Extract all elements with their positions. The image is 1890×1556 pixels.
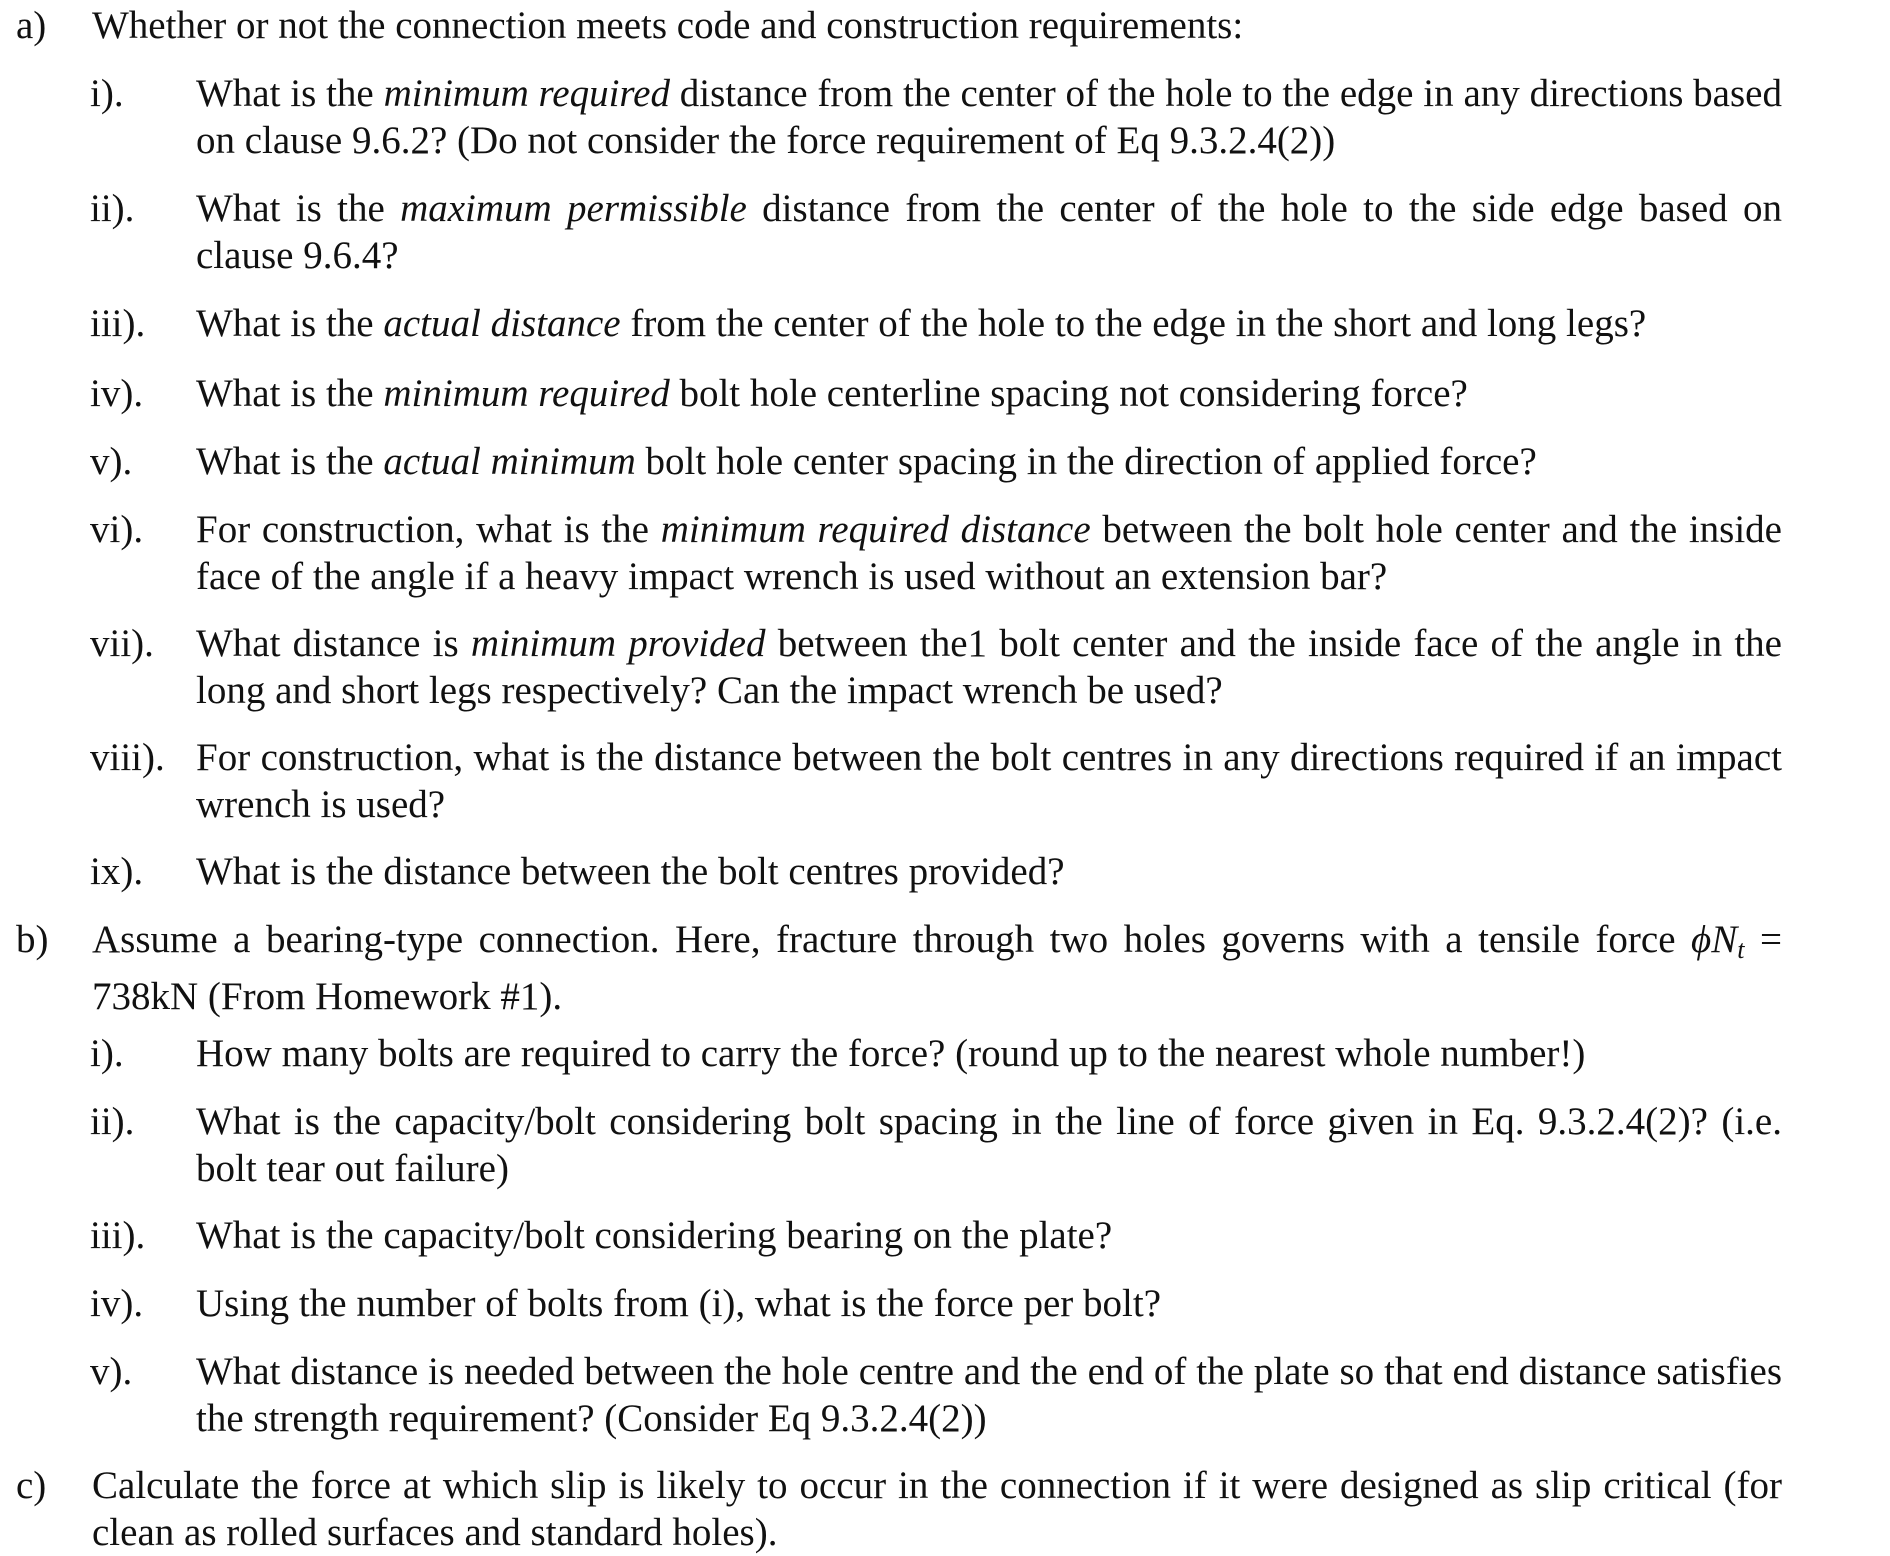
item-number: v). — [90, 1350, 133, 1393]
item-text-emphasis: actual distance — [383, 302, 621, 345]
item-number: vi). — [90, 508, 144, 551]
part-c-label: c) — [16, 1464, 47, 1507]
item-text-emphasis: minimum provided — [470, 622, 766, 665]
item-number: iii). — [90, 1214, 146, 1257]
part-b-label: b) — [16, 918, 49, 961]
item-text — [196, 370, 1782, 417]
item-text: What is the distance between the bolt centres provided? — [196, 850, 1065, 893]
item-text: What is the capacity/bolt considering bearing on the plate? — [196, 1214, 1113, 1257]
item-text-emphasis: minimum required distance — [660, 508, 1091, 551]
item-text-post: between the bolt hole center and the inside face of the angle if a heavy impact wrench is used without an extension bar? — [196, 508, 1782, 598]
part-a-text: Whether or not the connection meets code and construction requirements: — [92, 4, 1244, 47]
item-text — [196, 620, 1782, 714]
item-text-emphasis: minimum required — [383, 372, 670, 415]
item-text-pre: What is the — [196, 72, 384, 115]
item-text-post: distance from the center of the hole to the side edge based on clause 9.6.4? — [196, 187, 1782, 277]
item-number: i). — [90, 72, 124, 115]
item-text — [196, 185, 1782, 279]
item-text — [196, 506, 1782, 600]
item-number: iv). — [90, 1282, 144, 1325]
item-number: ii). — [90, 187, 135, 230]
item-text-pre: What is the — [196, 187, 401, 230]
part-b-text-post: = 738kN (From Homework #1). — [92, 918, 1782, 1018]
item-text-post: between the1 bolt center and the inside face of the angle in the long and short legs respectively? Can the impact wrench be used? — [196, 622, 1782, 712]
item-number: ix). — [90, 850, 144, 893]
item-text-post: bolt hole center spacing in the direction of applied force? — [635, 440, 1537, 483]
item-text — [196, 300, 1782, 347]
part-b-text — [92, 916, 1782, 1020]
item-text-pre: What distance is — [196, 622, 471, 665]
item-number: vii). — [90, 622, 154, 665]
item-number: iv). — [90, 372, 144, 415]
item-text-pre: What is the — [196, 372, 384, 415]
item-number: iii). — [90, 302, 146, 345]
item-number: viii). — [90, 736, 165, 779]
item-text: What is the capacity/bolt considering bolt spacing in the line of force given in Eq. 9.3.2.4(2)? (i.e. bolt tear out failure) — [196, 1100, 1782, 1190]
item-text-post: bolt hole centerline spacing not considering force? — [669, 372, 1468, 415]
item-text — [196, 70, 1782, 164]
item-text: Using the number of bolts from (i), what is the force per bolt? — [196, 1282, 1162, 1325]
item-number: ii). — [90, 1100, 135, 1143]
item-text-emphasis: actual minimum — [383, 440, 636, 483]
phi-n-symbol-subscript: t — [1737, 935, 1745, 964]
item-text-emphasis: minimum required — [383, 72, 670, 115]
item-text-pre: What is the — [196, 302, 384, 345]
part-b-text-pre: Assume a bearing-type connection. Here, fracture through two holes governs with a tensile force — [92, 918, 1692, 961]
phi-n-symbol-main: ϕN — [1691, 918, 1738, 961]
item-text-pre: For construction, what is the — [196, 508, 661, 551]
item-text: How many bolts are required to carry the force? (round up to the nearest whole number!) — [196, 1032, 1586, 1075]
item-text-post: distance from the center of the hole to the edge in any directions based on clause 9.6.2? (Do not consider the force requirement of Eq 9.3.2.4(2)) — [196, 72, 1782, 162]
item-text — [196, 438, 1782, 485]
item-text-pre: What is the — [196, 440, 384, 483]
item-text: What distance is needed between the hole centre and the end of the plate so that end distance satisfies the strength requirement? (Consider Eq 9.3.2.4(2)) — [196, 1350, 1782, 1440]
part-a-label: a) — [16, 4, 47, 47]
item-number: i). — [90, 1032, 124, 1075]
item-number: v). — [90, 440, 133, 483]
item-text-emphasis: maximum permissible — [400, 187, 747, 230]
item-text-post: from the center of the hole to the edge in the short and long legs? — [620, 302, 1647, 345]
phi-n-symbol — [1691, 918, 1745, 964]
item-text: For construction, what is the distance between the bolt centres in any directions required if an impact wrench is used? — [196, 736, 1782, 826]
part-c-text: Calculate the force at which slip is likely to occur in the connection if it were designed as slip critical (for clean as rolled surfaces and standard holes). — [92, 1464, 1782, 1554]
